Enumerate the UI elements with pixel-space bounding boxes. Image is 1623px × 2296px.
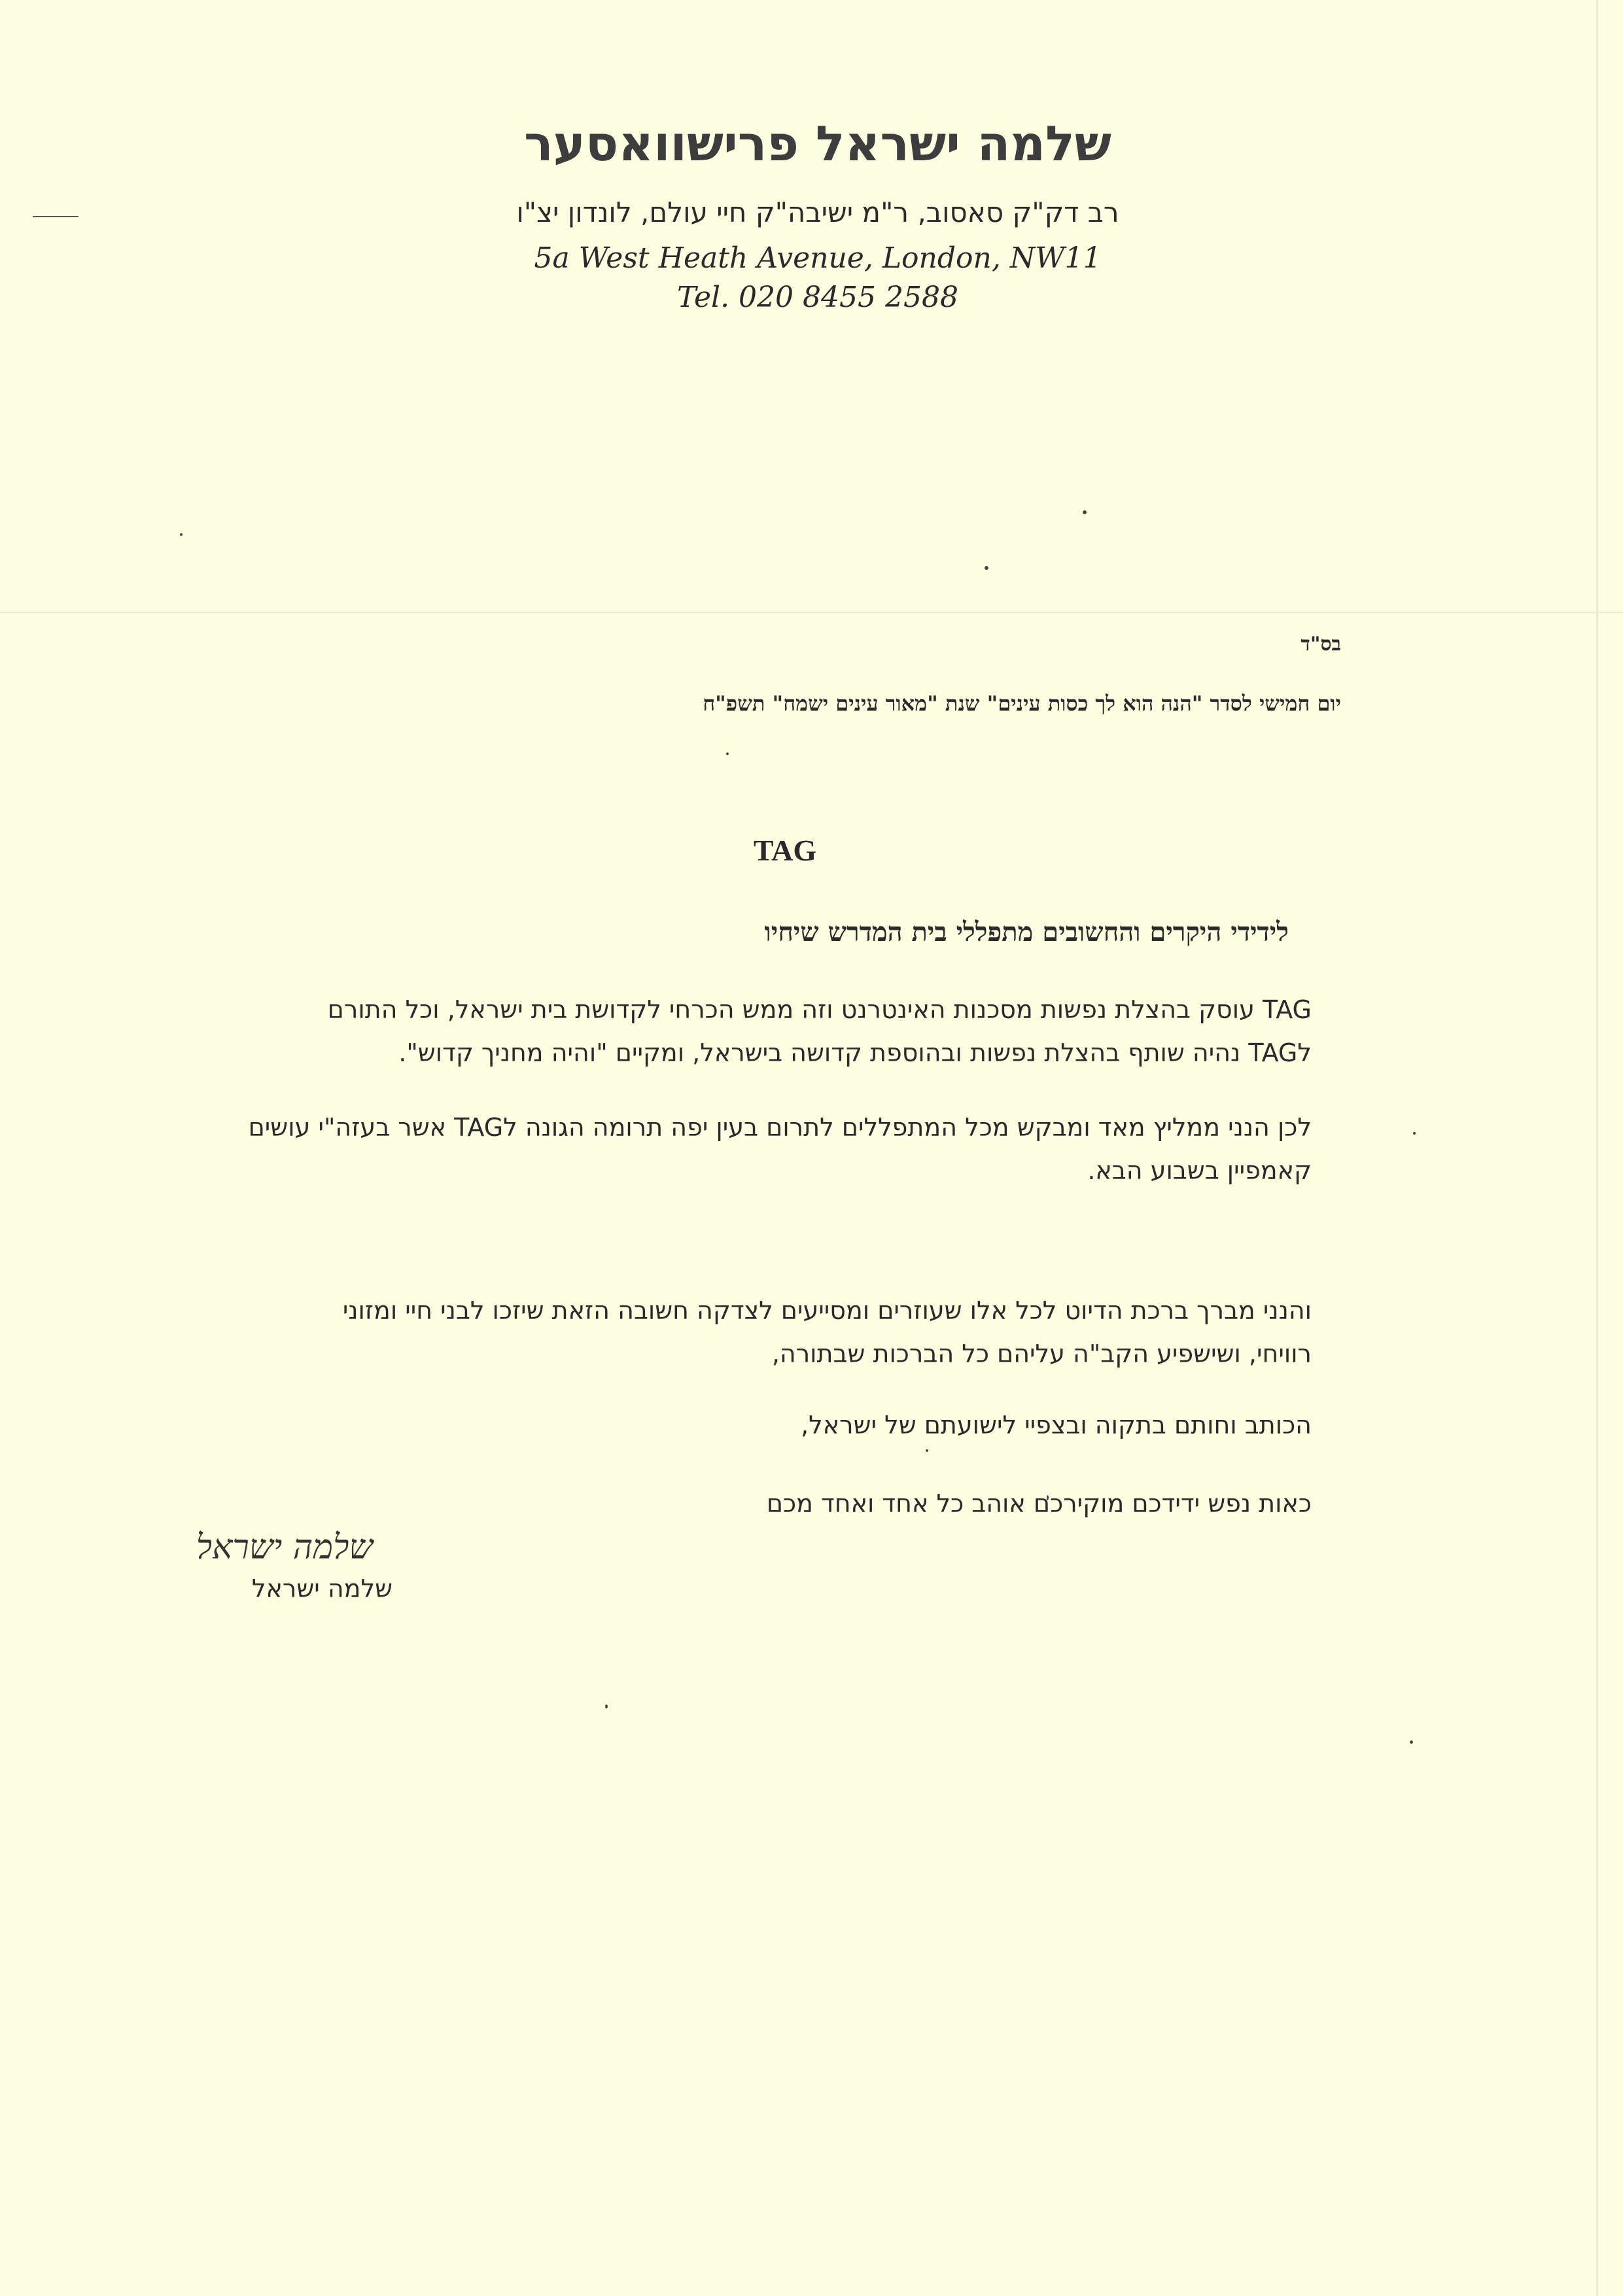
paper-speck [985, 566, 988, 570]
paper-speck [1410, 1740, 1413, 1744]
closing-line [232, 1404, 1312, 1447]
letterhead-address: 5a West Heath Avenue, London, NW11 [534, 241, 1102, 275]
paragraph-line: לTAG נהיה שותף בהצלת נפשות ובהוספת קדושה בישראל, ומקיים "והיה מחניך קדוש". [398, 1038, 1312, 1067]
paragraph-line: TAG עוסק בהצלת נפשות מסכנות האינטרנט וזה ממש הכרחי לקדושת בית ישראל, וכל התורם [327, 995, 1312, 1024]
paper-speck [1413, 1132, 1416, 1135]
date-line: יום חמישי לסדר "הנה הוא לך כסות עינים" שנת "מאור עינים ישמח" תשפ"ח [703, 691, 1341, 716]
paper-speck [180, 533, 183, 536]
paragraph-line: רוויחי, ושישפיע הקב"ה עליהם כל הברכות שבתורה, [771, 1339, 1312, 1368]
paper-speck [1083, 510, 1087, 514]
paragraph-line: קאמפיין בשבוע הבא. [1087, 1156, 1312, 1185]
paper-speck [926, 1449, 928, 1452]
paragraph-1 [232, 988, 1312, 1074]
paragraph-line: כאות נפש ידידכם מוקירכם אוהב כל אחד ואחד מכם [766, 1489, 1312, 1518]
paragraph-2 [232, 1106, 1312, 1192]
bsd-mark: בס"ד [1300, 633, 1341, 656]
letterhead-name: שלמה ישראל פרישוואסער [524, 116, 1111, 172]
paper-speck [726, 752, 729, 755]
paragraph-line: לכן הנני ממליץ מאד ומבקש מכל המתפללים לתרום בעין יפה תרומה הגונה לTAG אשר בעזה"י עושים [248, 1113, 1312, 1142]
paper-speck [605, 1704, 608, 1708]
paragraph-3 [232, 1289, 1312, 1375]
letter-subject: TAG [753, 834, 817, 867]
letterhead-title-line: רב דק"ק סאסוב, ר"מ ישיבה"ק חיי עולם, לונדון יצ"ו [516, 196, 1119, 228]
paragraph-line: והנני מברך ברכת הדיוט לכל אלו שעוזרים ומסייעים לצדקה חשובה הזאת שיזכו לבני חיי ומזוני [342, 1296, 1312, 1325]
paragraph-line: הכותב וחותם בתקוה ובצפיי לישועתם של ישראל, [801, 1411, 1312, 1439]
handwritten-signature: שלמה ישראל [196, 1528, 374, 1567]
paper-edge [1596, 0, 1598, 2296]
signed-name: שלמה ישראל [251, 1574, 393, 1603]
margin-mark [33, 216, 79, 217]
letterhead-phone: Tel. 020 8455 2588 [677, 281, 958, 314]
paper-fold-line [0, 612, 1623, 613]
salutation: לידידי היקרים והחשובים מתפללי בית המדרש שיחיו [764, 917, 1289, 947]
